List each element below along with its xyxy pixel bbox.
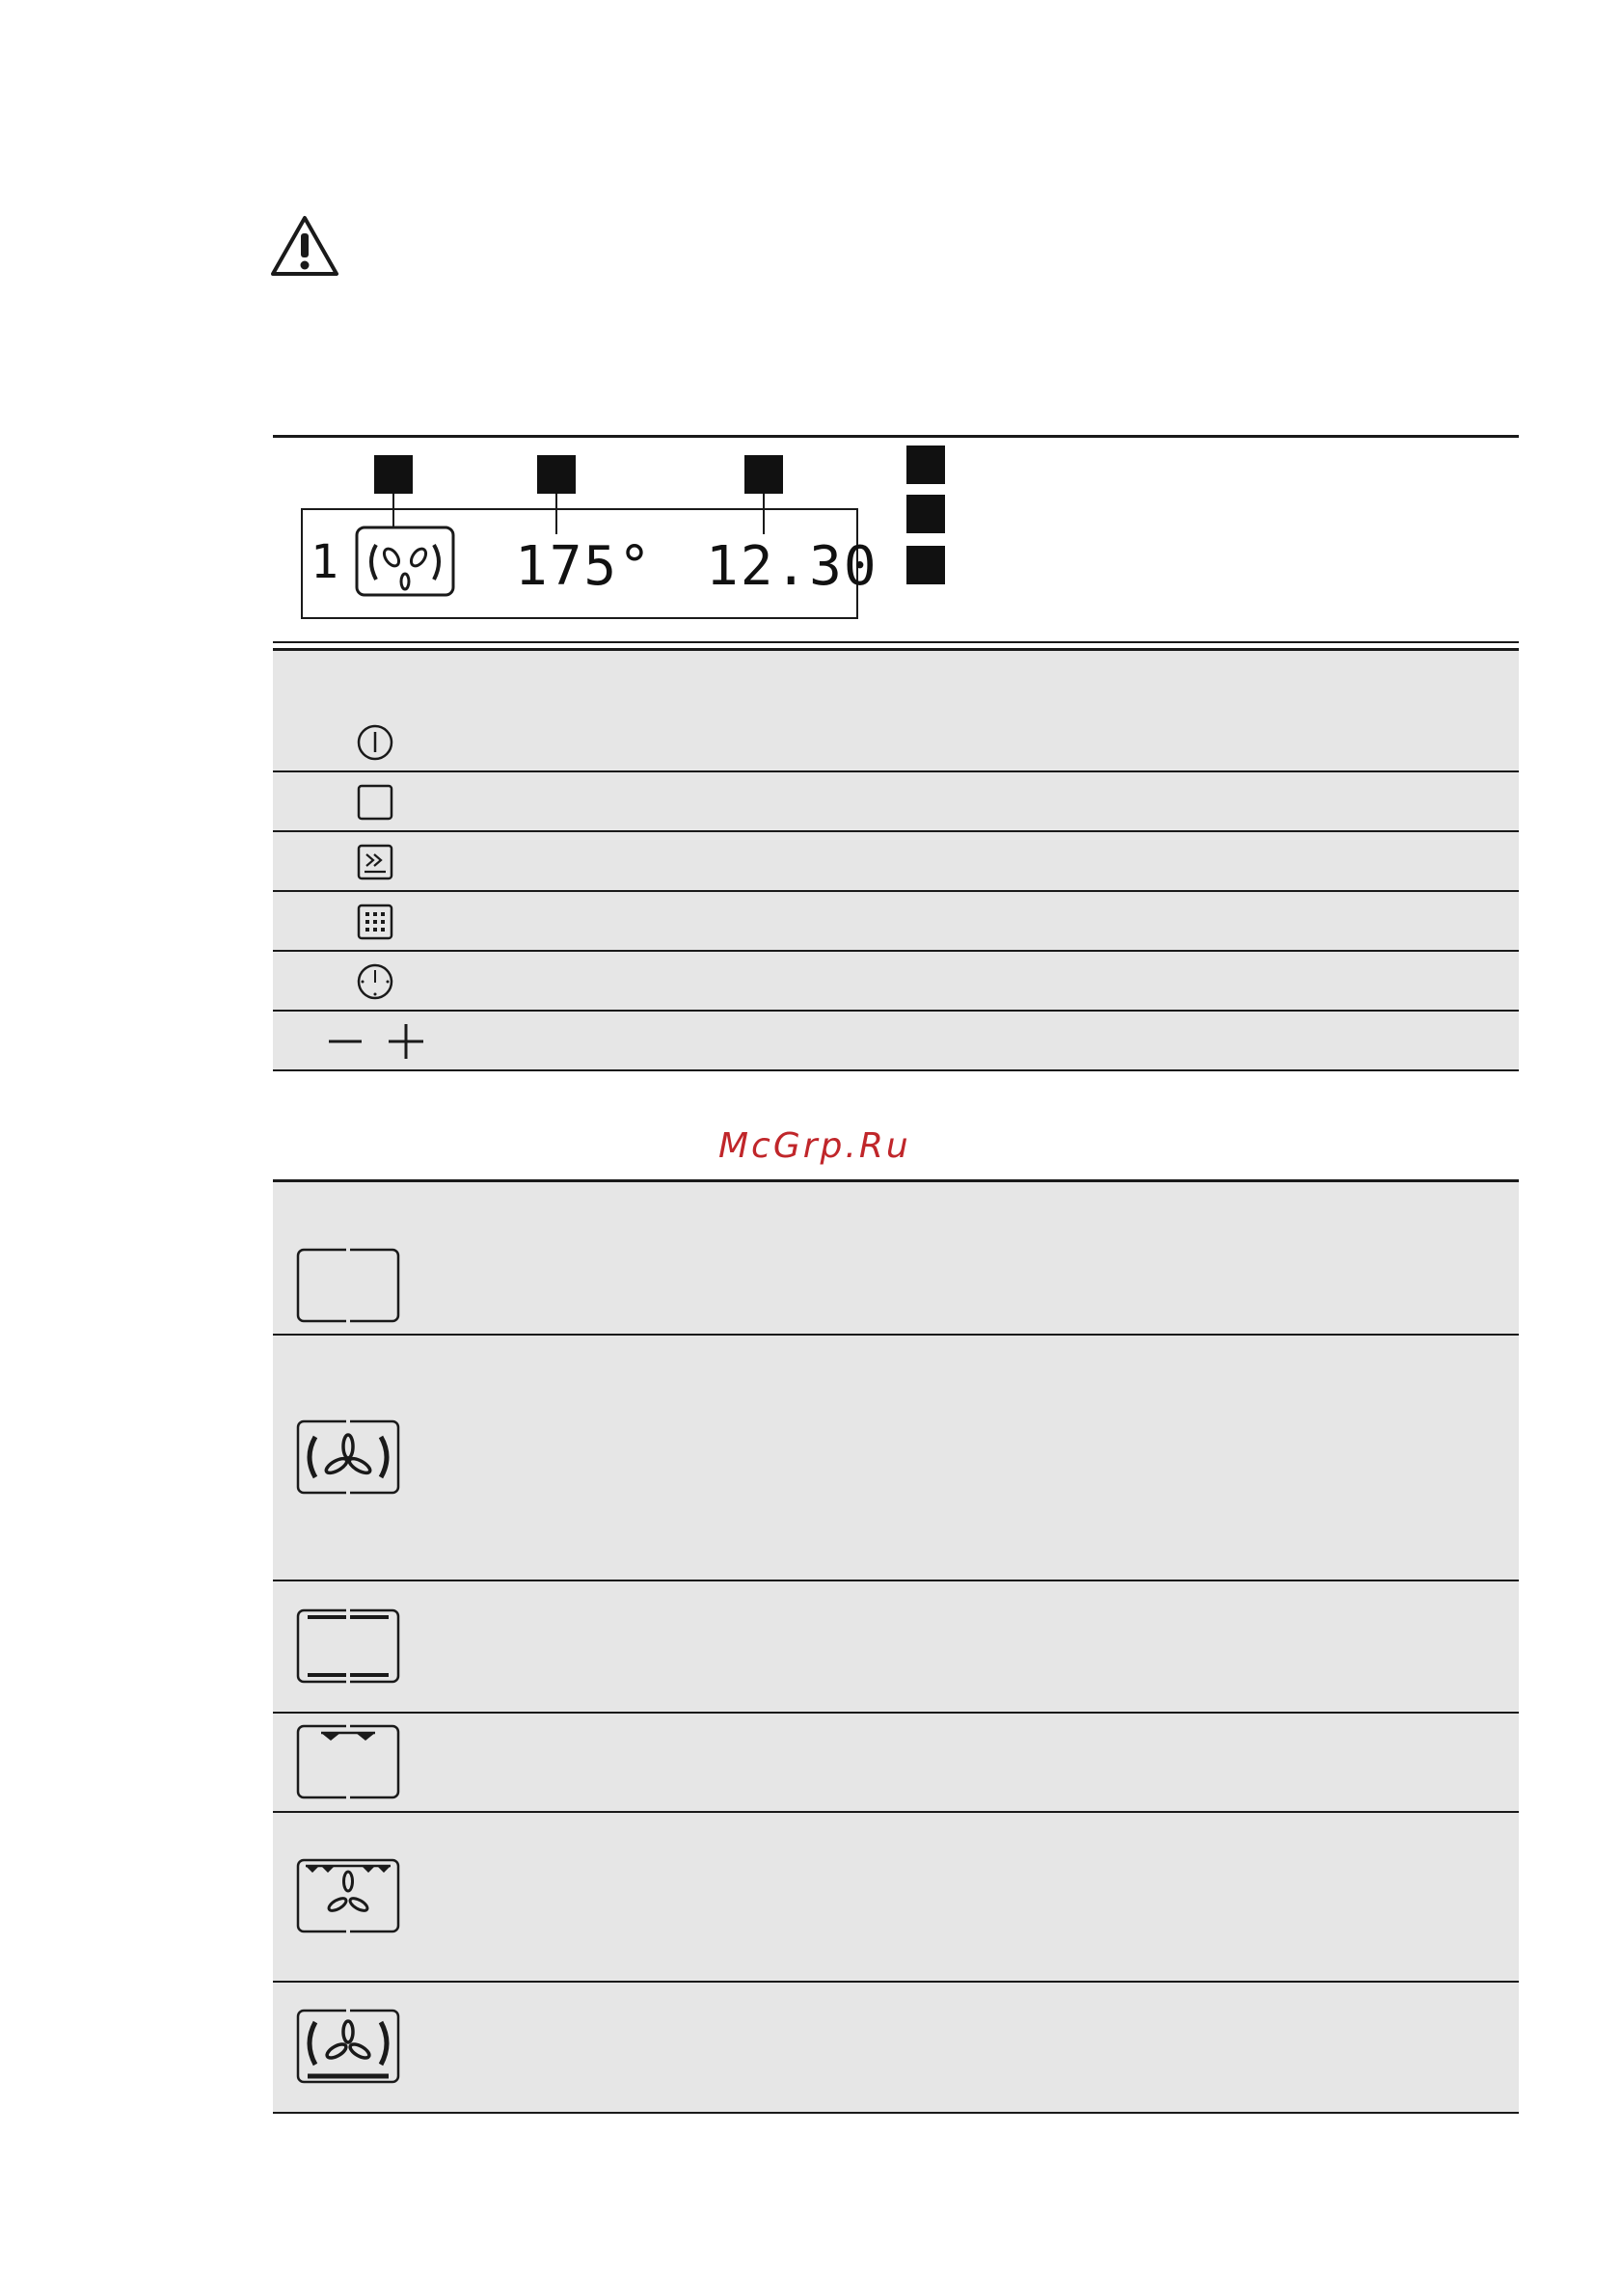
program-digit: 1 [311,535,340,589]
minus-icon [323,1022,367,1061]
heating-row-true-fan [273,1336,1519,1581]
grill-icon [296,1724,400,1799]
fast-forward-box-icon [356,843,394,881]
grid-menu-icon [356,903,394,941]
warning-icon [270,214,339,278]
heating-row-off [273,1238,1519,1336]
watermark: McGrp.Ru [718,1126,911,1166]
sensor-table-header [273,648,1519,715]
callout-marker-3 [744,455,783,494]
legend-marker-3 [906,546,945,584]
clock-icon [356,962,394,1001]
sensor-row-menu [273,892,1519,952]
heating-table-header [273,1179,1519,1240]
sensor-fields-table [273,648,1519,1072]
oven-display-panel [301,508,878,619]
display-fan-function-icon [355,526,455,597]
true-fan-cooking-icon [296,1419,400,1495]
display-section-bottom-rule [273,641,1519,643]
display-section-top-rule [273,435,1519,438]
plus-icon [387,1022,425,1061]
temperature-readout: 175° [515,535,653,598]
sensor-row-power [273,713,1519,772]
callout-marker-2 [537,455,576,494]
time-readout: 12.30 [706,535,878,598]
sensor-row-minus-plus [273,1012,1519,1071]
heating-row-grill [273,1714,1519,1813]
sensor-row-fast-heat [273,832,1519,892]
heating-row-conventional [273,1581,1519,1714]
turbo-grilling-icon [296,1858,400,1933]
legend-marker-2 [906,495,945,533]
heating-row-turbo-grill [273,1813,1519,1983]
legend-marker-1 [906,446,945,484]
oven-off-icon [296,1248,400,1323]
heating-row-pizza [273,1983,1519,2114]
pizza-setting-icon [296,2009,400,2084]
heating-functions-table [273,1179,1519,2120]
conventional-cooking-icon [296,1608,400,1684]
power-icon [356,723,394,762]
callout-marker-1 [374,455,413,494]
sensor-row-options [273,772,1519,832]
sensor-row-clock [273,952,1519,1012]
options-square-icon [356,783,394,822]
